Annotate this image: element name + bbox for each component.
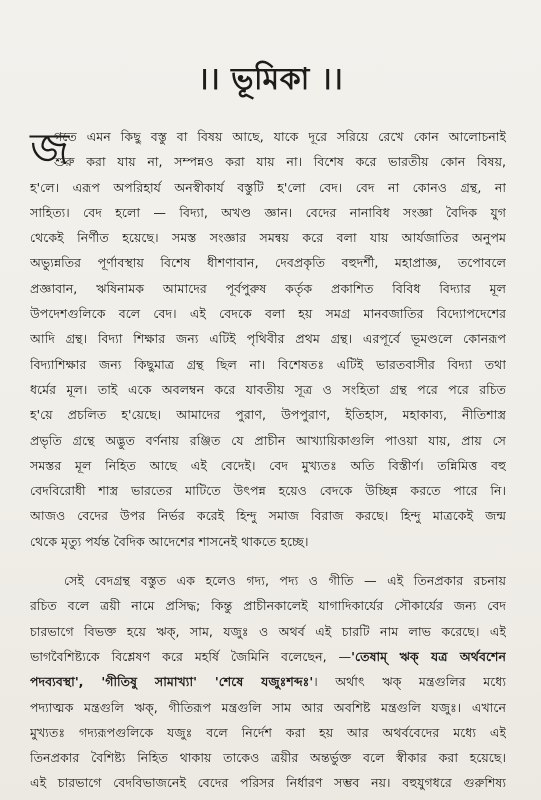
text-line: সমস্তর মূল নিহিত আছে এই বেদেই। বেদ মুখ্যতঃ অতি বিস্তীর্ণ। তন্নিমিত্ত বহু xyxy=(30,457,506,473)
text-line: চারভাগে বিভক্ত হয়ে ঋক্‌, সাম, যজুঃ ও অথর্ব এই চারটি নাম লাভ করেছে। এই xyxy=(30,623,506,639)
text-line: মুখ্যতঃ গদ্যরূপগুলিকে যজুঃ বলে নির্দেশ করা হয় আর অথর্ববেদের মধ্যে এই xyxy=(30,724,506,740)
sanskrit-quote: 'তেষাম্‌ ঋক্‌ যত্র অর্থবশেন xyxy=(351,648,506,664)
text-run: । অর্থাৎ ঋক্‌ মন্ত্রগুলির মধ্যে xyxy=(313,674,506,690)
text-line: আদি গ্রন্থ। বিদ্যা শিক্ষার জন্য এটিই পৃথিবীর প্রথম গ্রন্থ। এরপূর্বে ভূমণ্ডলে কোনরূপ xyxy=(30,331,506,347)
text-line: এই চারভাগে বেদবিভাজনেই বেদের পরিসর নির্ধারণ সম্ভব নয়। বহুযুগধরে গুরুশিষ্য xyxy=(30,775,506,791)
text-line: প্রভৃতি গ্রন্থে অদ্ভুত বর্ণনায় রঞ্জিত যে প্রাচীন আখ্যায়িকাগুলি পাওয়া যায়, প্রায় সে xyxy=(30,432,506,448)
text-line: রচিত বলে ত্রয়ী নামে প্রসিদ্ধ; কিন্তু প্রাচীনকালেই যাগাদিকার্যের সৌকার্যের জন্য বেদ xyxy=(30,598,506,614)
text-line: প্রজ্ঞাবান, ঋষিনামক আমাদের পূর্বপুরুষ কর্তৃক প্রকাশিত বিবিধ বিদ্যার মূল xyxy=(30,280,506,296)
text-line: গতে এমন কিছু বস্তু বা বিষয় আছে, যাকে দূরে সরিয়ে রেখে কোন আলোচনাই xyxy=(54,129,506,144)
text-line: আজও বেদের উপর নির্ভর করেই হিন্দু সমাজ বিরাজ করছে। হিন্দু মাত্রকেই জন্ম xyxy=(30,508,506,524)
text-line: সেই বেদগ্রন্থ বস্তুত এক হলেও গদ্য, পদ্য ও গীতি — এই তিনপ্রকার রচনায় xyxy=(64,573,506,589)
text-line: উপদেশগুলিকে বলে বেদ। এই বেদকে বলা হয় সমগ্র মানবজাতির বিদ্যোপদেশের xyxy=(30,306,506,322)
text-line: তিনপ্রকার বৈশিষ্ট্য নিহিত থাকায় তাকেও ত্রয়ীর অন্তর্ভুক্ত বলে স্বীকার করা হয়েছে। xyxy=(30,750,506,766)
text-line: সাহিত্য। বেদ হলো — বিদ্যা, অখণ্ড জ্ঞান। বেদের নানাবিধ সংজ্ঞা বৈদিক যুগ xyxy=(30,204,506,220)
drop-cap: জ xyxy=(30,124,70,175)
sanskrit-quote: পদব্যবস্থা', 'গীতিষু সামাখ্যা' 'শেষে যজুঃশব্দঃ' xyxy=(30,674,314,690)
text-line: বেদবিরোধী শাস্ত্র ভারতের মাটিতে উৎপন্ন হয়েও বেদকে উচ্ছিন্ন করতে পারে নি। xyxy=(30,483,506,499)
text-run: ভাগবৈশিষ্ট্যকে বিশ্লেষণ করে মহর্ষি জৈমিনি বলেছেন, — xyxy=(30,648,352,664)
text-line: শুরু করা যায় না, সম্পন্নও করা যায় না। বিশেষ করে ভারতীয় কোন বিষয়, xyxy=(54,154,506,170)
text-line xyxy=(30,644,506,669)
text-line: বিদ্যাশিক্ষার জন্য কিছুমাত্র গ্রন্থ ছিল না। বিশেষতঃ এটিই ভারতবাসীর বিদ্যা তথা xyxy=(30,356,506,372)
text-line: পদ্যাত্মক মন্ত্রগুলি ঋক্‌, গীতিরূপ মন্ত্রগুলি সাম আর অবশিষ্ট মন্ত্রগুলি যজুঃ। এখানে xyxy=(30,699,506,715)
text-line: ধর্মের মূল। তাই একে অবলম্বন করে যাবতীয় সূত্র ও সংহিতা গ্রন্থ পরে পরে রচিত xyxy=(30,381,506,397)
text-line: অভ্যুন্নতির পূর্ণাবস্থায় বিশেষ ধীশণাবান, দেবপ্রকৃতি বহুদর্শী, মহাপ্রাজ্ঞ, তপোবলে xyxy=(30,255,506,271)
paragraph-2 xyxy=(30,568,506,796)
bleed-through-mark xyxy=(240,780,300,792)
text-line xyxy=(30,669,506,694)
text-line: থেকেই নির্ণীত হয়েছে। সমস্ত সংজ্ঞার সমন্বয় করে বলা যায় আর্যজাতির অনুপম xyxy=(30,230,506,246)
text-line: হ'য়ে প্রচলিত হ'য়েছে। আমাদের পুরাণ, উপপুরাণ, ইতিহাস, মহাকাব্য, নীতিশাস্ত্র xyxy=(30,407,506,423)
page-title: ।। ভূমিকা ।। xyxy=(197,62,344,97)
body-text xyxy=(30,124,506,796)
text-line: থেকে মৃত্যু পর্যন্ত বৈদিক আদেশের শাসনেই থাকতে হচ্ছে। xyxy=(30,533,309,549)
paragraph-1 xyxy=(30,124,506,554)
text-line: হ'লে। এরূপ অপরিহার্য অনস্বীকার্য বস্তুটি হ'লো বেদ। বেদ না কোনও গ্রন্থ, না xyxy=(30,179,506,195)
paragraph-gap xyxy=(30,554,506,568)
